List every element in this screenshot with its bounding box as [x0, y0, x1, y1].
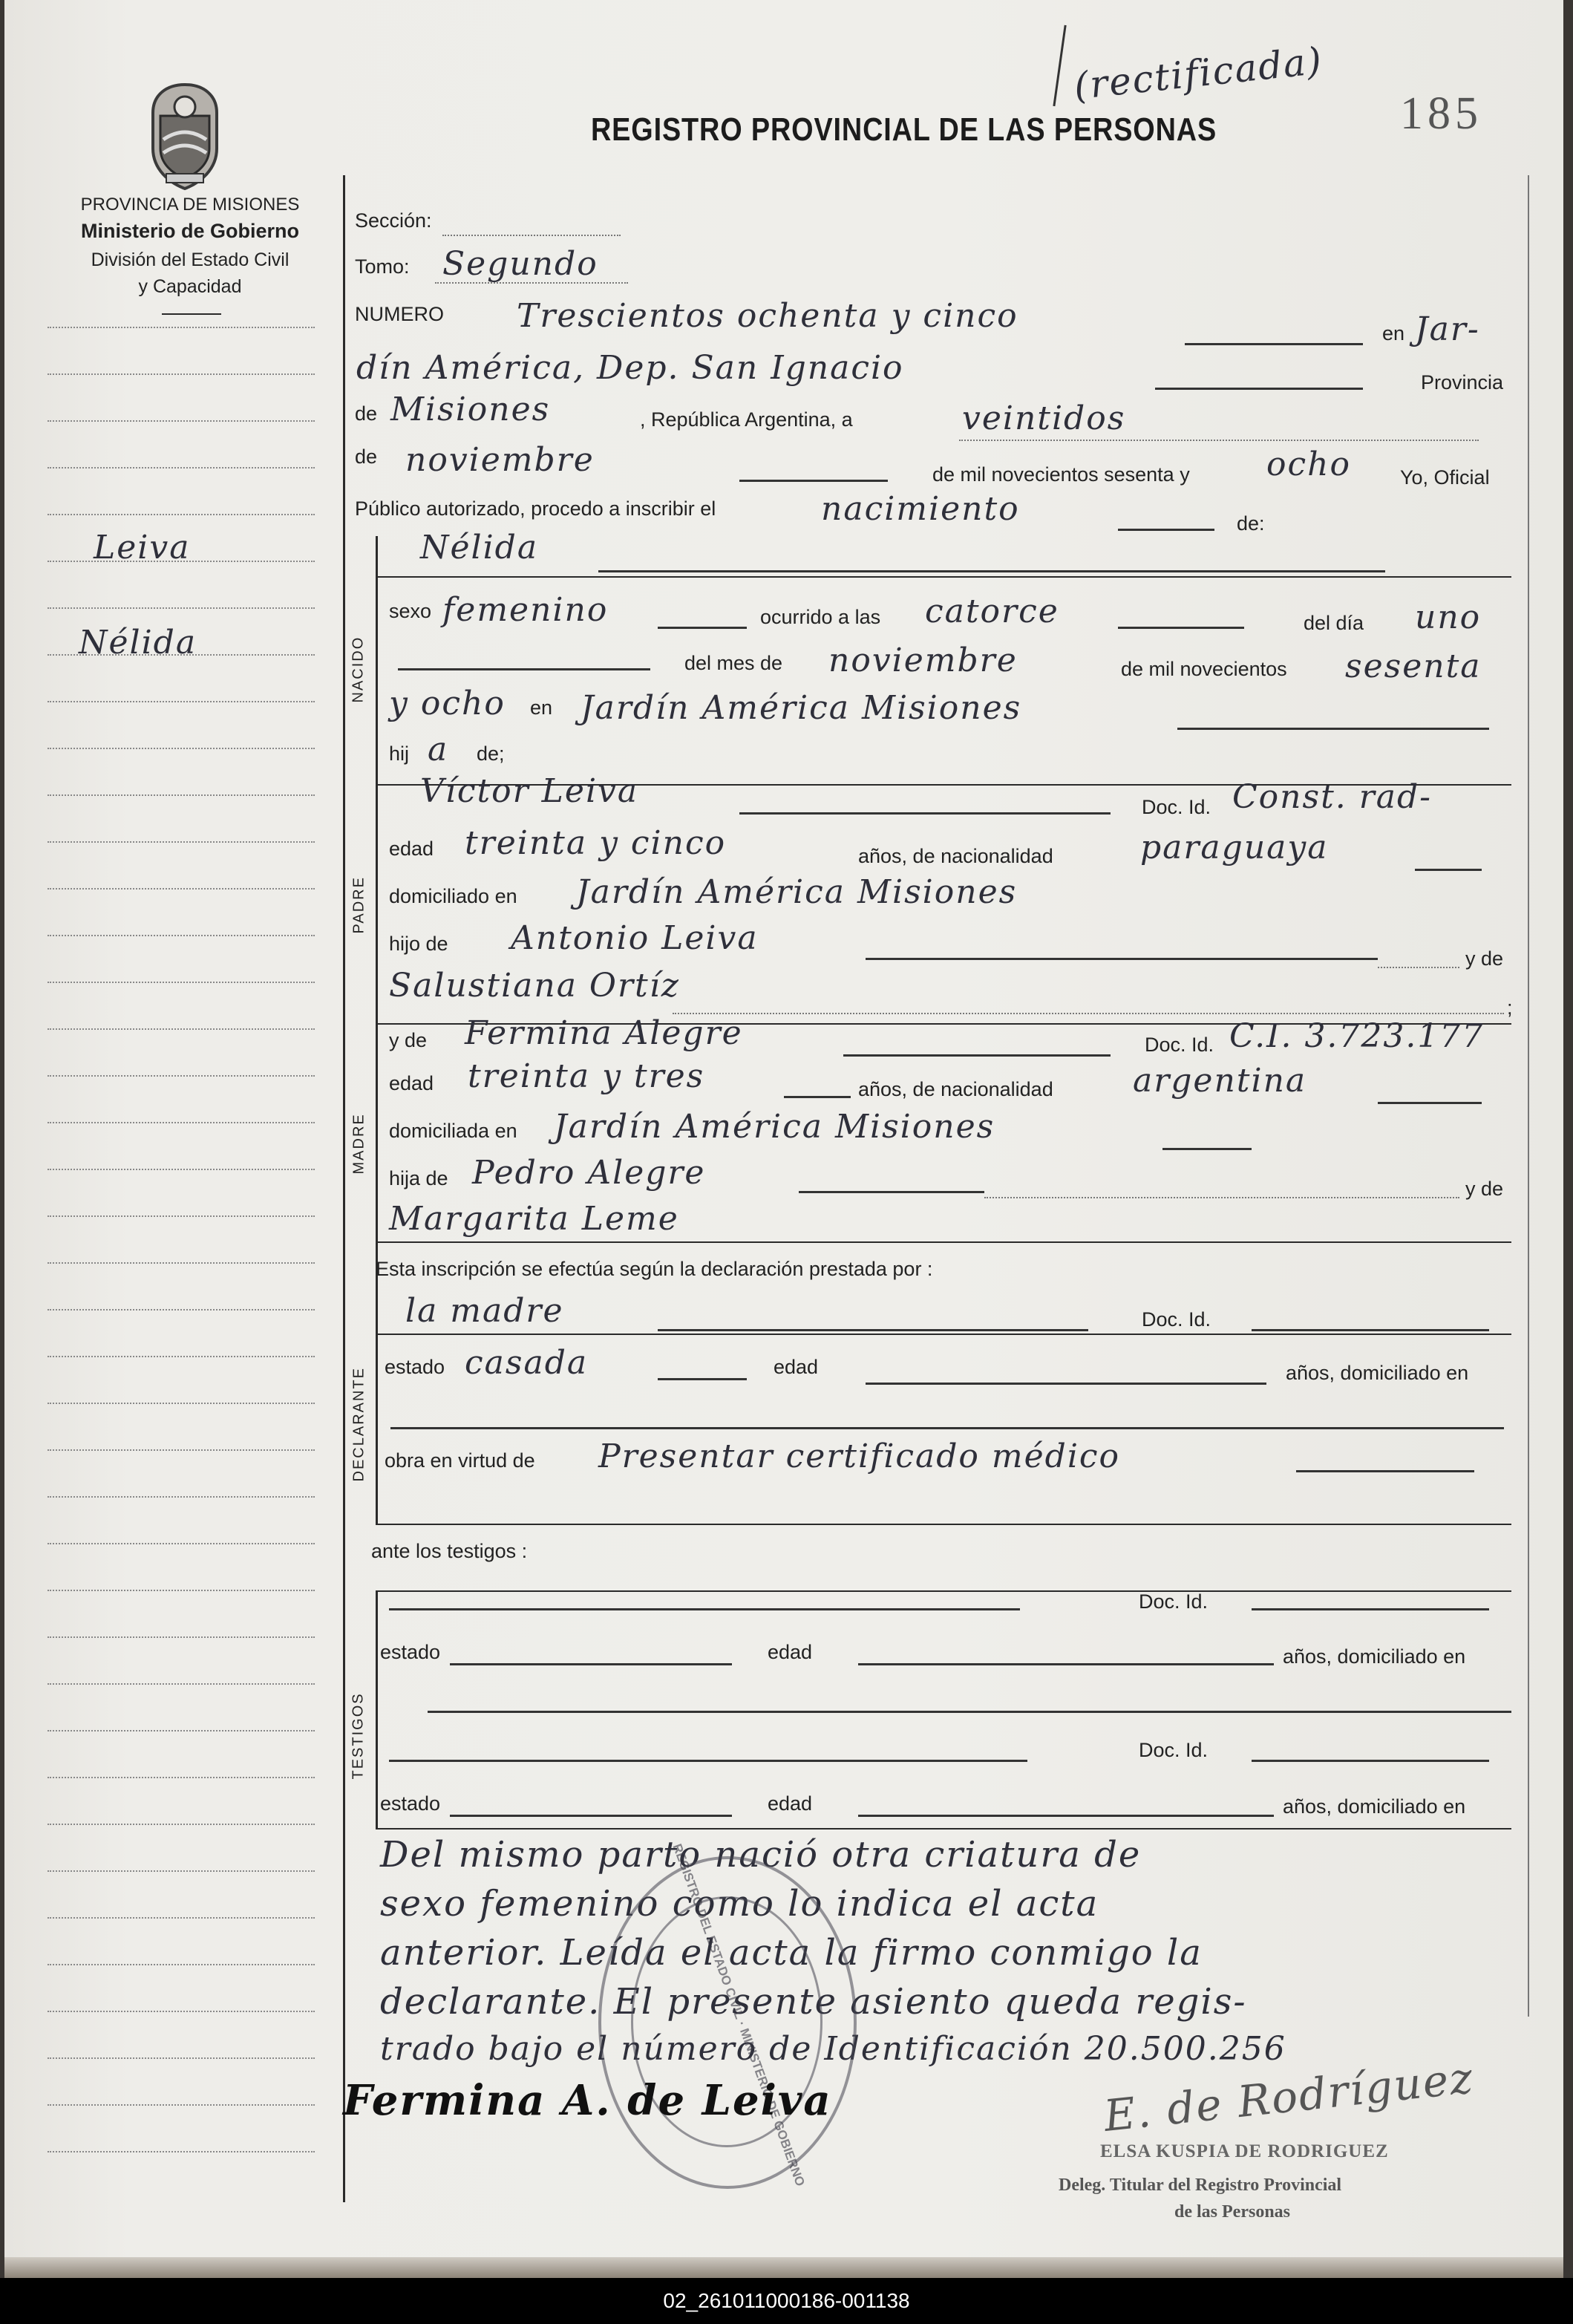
tomo-label: Tomo:	[355, 255, 410, 278]
dia-field	[959, 440, 1479, 441]
madre-doc-value: C.I. 3.723.177	[1229, 1017, 1485, 1055]
en-label: en	[1382, 322, 1405, 345]
padre-padre-field	[1378, 967, 1459, 968]
margin-rule-line	[48, 1824, 315, 1825]
madre-dom-dash	[1162, 1148, 1252, 1150]
nacido-top-rule	[376, 576, 1511, 578]
declarante-doc-dash	[1252, 1329, 1489, 1331]
madre-bottom-rule	[376, 1241, 1511, 1243]
ministry-label: Ministerio de Gobierno	[80, 220, 300, 242]
nombre-dash	[598, 570, 1385, 572]
margin-rule-line	[48, 1870, 315, 1872]
form-right-border	[1528, 175, 1529, 2017]
testigo1-estado-label: estado	[380, 1641, 441, 1663]
margin-rule-line	[48, 1496, 315, 1498]
madre-edad-label: edad	[389, 1072, 434, 1094]
testigo1-edad-label: edad	[768, 1641, 813, 1663]
padre-y-de-label: y de	[1465, 947, 1504, 970]
decl-edad-label: edad	[774, 1356, 819, 1378]
madre-madre-value: Margarita Leme	[389, 1200, 679, 1238]
note-line-5: trado bajo el número de Identificación 20.500.256	[380, 2030, 1286, 2068]
testigos-top-rule	[376, 1590, 1511, 1592]
margin-rule-line	[48, 1262, 315, 1264]
margin-rule-line	[48, 1403, 315, 1404]
testigo2-edad-label: edad	[768, 1792, 813, 1815]
madre-hija-label: hija de	[389, 1167, 448, 1189]
page-title: REGISTRO PROVINCIAL DE LAS PERSONAS	[591, 111, 1217, 148]
official-signature: E. de Rodríguez	[1101, 2052, 1476, 2141]
numero-dash	[1185, 343, 1363, 345]
tomo-field	[435, 282, 628, 284]
mes-value: noviembre	[405, 441, 595, 479]
ocurrido-label: ocurrido a las	[760, 606, 881, 628]
padre-nac-value: paraguaya	[1140, 829, 1329, 866]
madre-padre-value: Pedro Alegre	[472, 1154, 706, 1192]
margin-rule-line	[48, 2011, 315, 2012]
testigo2-name-dash	[389, 1760, 1027, 1762]
del-dia-label: del día	[1304, 612, 1364, 634]
del-mes-label: del mes de	[684, 652, 783, 674]
testigo1-dom-dash	[428, 1711, 1511, 1713]
declarante-doc-label: Doc. Id.	[1142, 1308, 1211, 1331]
madre-nac-label: años, de nacionalidad	[858, 1078, 1053, 1100]
mes-dash	[739, 480, 888, 482]
margin-rule-line	[48, 1169, 315, 1170]
madre-dash	[843, 1054, 1111, 1057]
declarante-top-rule	[376, 1334, 1511, 1335]
testigo1-doc-dash	[1252, 1608, 1489, 1610]
padre-edad-value: treinta y cinco	[465, 824, 727, 862]
side-label-declarante: DECLARANTE	[350, 1367, 367, 1482]
testigos-bottom-rule	[376, 1828, 1511, 1830]
seccion-label: Sección:	[355, 209, 432, 232]
seccion-field	[442, 235, 621, 236]
declarante-value: la madre	[405, 1292, 564, 1330]
testigo1-anos-label: años, domiciliado en	[1283, 1645, 1466, 1668]
testigo2-anos-label: años, domiciliado en	[1283, 1795, 1466, 1818]
obra-value: Presentar certificado médico	[598, 1437, 1121, 1475]
side-label-padre: PADRE	[350, 876, 367, 934]
side-label-testigos: TESTIGOS	[350, 1692, 367, 1780]
madre-padre-field	[984, 1197, 1459, 1198]
margin-rule-line	[48, 701, 315, 702]
mes-nac-value: noviembre	[828, 642, 1018, 679]
testigo2-edad-dash	[858, 1815, 1274, 1817]
lugar-nac-dash	[1177, 728, 1489, 730]
header-divider	[162, 313, 221, 315]
margin-rule-line	[48, 1356, 315, 1357]
testigo2-estado-dash	[450, 1815, 732, 1817]
margin-rule-line	[48, 1917, 315, 1919]
padre-dash	[739, 812, 1111, 815]
side-label-nacido: NACIDO	[350, 636, 367, 703]
madre-edad-value: treinta y tres	[468, 1057, 705, 1095]
testigo1-edad-dash	[858, 1663, 1274, 1665]
testigo2-doc-label: Doc. Id.	[1139, 1739, 1209, 1761]
madre-padre-dash	[799, 1191, 984, 1193]
hora-value: catorce	[925, 593, 1059, 630]
nombre-value: Nélida	[420, 529, 539, 567]
en-nac-label: en	[530, 696, 553, 719]
declarant-signature: Fermina A. de Leiva	[343, 2076, 832, 2125]
margin-rule-line	[48, 1683, 315, 1685]
republica-label: , República Argentina, a	[640, 408, 853, 431]
ano-nac-value-2: y ocho	[389, 685, 506, 722]
madre-edad-dash	[784, 1096, 851, 1098]
province-label: PROVINCIA DE MISIONES	[80, 195, 300, 215]
en-value-1: Jar-	[1415, 310, 1480, 348]
margin-surname: Leiva	[94, 529, 191, 567]
margin-rule-line	[48, 2151, 315, 2152]
madre-nac-value: argentina	[1133, 1062, 1307, 1100]
margin-rule-line	[48, 1543, 315, 1544]
padre-dom-label: domiciliado en	[389, 885, 517, 907]
margin-rule-line	[48, 1636, 315, 1638]
decl-anos-label: años, domiciliado en	[1286, 1362, 1469, 1384]
obra-dash	[1296, 1470, 1474, 1472]
dia-nac-dash	[398, 668, 650, 670]
ano-nac-value-1: sesenta	[1345, 647, 1482, 685]
note-line-2: sexo femenino como lo indica el acta	[380, 1883, 1099, 1925]
margin-rule-line	[48, 1122, 315, 1123]
testigo2-estado-label: estado	[380, 1792, 441, 1815]
decl-estado-value: casada	[465, 1344, 589, 1382]
de-mil-label: de mil novecientos	[1121, 658, 1287, 680]
margin-rule-line	[48, 1777, 315, 1778]
yo-oficial-label: Yo, Oficial	[1400, 466, 1490, 489]
acto-value: nacimiento	[821, 490, 1020, 528]
registry-page	[4, 0, 1563, 2278]
page-bottom-shadow	[4, 2257, 1563, 2278]
scan-id-footer: 02_261011000186-001138	[0, 2278, 1573, 2324]
section-bracket-line-2	[376, 1590, 378, 1828]
padre-edad-label: edad	[389, 838, 434, 860]
margin-rule-line	[48, 467, 315, 469]
inscripcion-label: Esta inscripción se efectúa según la declaración prestada por :	[376, 1258, 933, 1280]
padre-value: Víctor Leiva	[420, 772, 639, 810]
section-bracket-line	[376, 536, 378, 1524]
note-line-4: declarante. El presente asiento queda regis-	[380, 1981, 1247, 2023]
sexo-label: sexo	[389, 600, 432, 622]
margin-rule-line	[48, 935, 315, 936]
madre-value: Fermina Alegre	[465, 1014, 743, 1052]
hora-dash	[1118, 627, 1244, 629]
declarante-bottom-rule	[376, 1524, 1511, 1525]
declarante-dash	[658, 1329, 1088, 1331]
en-dash	[1155, 388, 1363, 390]
margin-rule-line	[48, 1309, 315, 1310]
margin-rule-line	[48, 373, 315, 375]
padre-madre-field	[673, 1013, 1504, 1014]
margin-rule-line	[48, 2057, 315, 2059]
margin-rule-line	[48, 1215, 315, 1217]
margin-rule-line	[48, 1449, 315, 1451]
official-seal-stamp	[598, 1841, 857, 2189]
madre-y-de2-label: y de	[1465, 1178, 1504, 1200]
top-annotation-stroke	[1053, 25, 1072, 107]
division-label: División del Estado Civil	[91, 249, 290, 270]
margin-rule-line	[48, 1028, 315, 1030]
margin-rule-line	[48, 982, 315, 983]
de-semicolon-label: de;	[477, 742, 505, 765]
padre-madre-value: Salustiana Ortíz	[389, 967, 680, 1005]
testigo1-doc-label: Doc. Id.	[1139, 1590, 1209, 1613]
decl-estado-label: estado	[385, 1356, 445, 1378]
margin-rule-line	[48, 327, 315, 328]
margin-rule-line	[48, 841, 315, 843]
margin-rule-line	[48, 514, 315, 515]
de-label: de	[355, 402, 378, 425]
padre-padre-dash	[866, 958, 1378, 960]
de2-label: de	[355, 445, 378, 468]
padre-hijo-label: hijo de	[389, 933, 448, 955]
de-colon-label: de:	[1237, 512, 1265, 535]
madre-doc-label: Doc. Id.	[1145, 1034, 1214, 1056]
hij-suffix-value: a	[428, 731, 449, 768]
margin-rule-line	[48, 748, 315, 749]
padre-nac-dash	[1415, 869, 1482, 871]
margin-rule-line	[48, 2104, 315, 2106]
sexo-value: femenino	[442, 591, 609, 629]
tomo-value: Segundo	[442, 245, 598, 283]
margin-rule-line	[48, 420, 315, 422]
testigo2-doc-dash	[1252, 1760, 1489, 1762]
numero-value: Trescientos ochenta y cinco	[517, 297, 1018, 335]
margin-rule-line	[48, 888, 315, 890]
official-title-2: de las Personas	[1174, 2202, 1290, 2222]
margin-name: Nélida	[79, 624, 197, 662]
official-name: ELSA KUSPIA DE RODRIGUEZ	[1100, 2141, 1389, 2161]
madre-y-de-label: y de	[389, 1029, 428, 1051]
madre-nac-dash	[1378, 1102, 1482, 1104]
side-label-madre: MADRE	[350, 1113, 367, 1175]
provincia-value: Misiones	[390, 391, 551, 428]
folio-number: 185	[1400, 88, 1482, 139]
semicolon-label: ;	[1507, 996, 1513, 1019]
padre-nac-label: años, de nacionalidad	[858, 845, 1053, 867]
margin-rule-line	[48, 607, 315, 609]
margin-rule-line	[48, 1075, 315, 1077]
ante-testigos-label: ante los testigos :	[371, 1540, 528, 1562]
ano-value: ocho	[1266, 445, 1351, 483]
publico-label: Público autorizado, procedo a inscribir el	[355, 497, 716, 520]
testigo1-estado-dash	[450, 1663, 732, 1665]
padre-doc-label: Doc. Id.	[1142, 796, 1211, 818]
margin-rule-line	[48, 1730, 315, 1731]
obra-label: obra en virtud de	[385, 1449, 535, 1472]
margin-rule-line	[48, 1590, 315, 1591]
padre-padre-value: Antonio Leiva	[511, 919, 759, 957]
dia-value: veintidos	[962, 399, 1126, 437]
form-left-border	[343, 175, 345, 2202]
coat-of-arms-icon	[144, 80, 226, 192]
top-annotation: (rectificada)	[1071, 39, 1325, 108]
provincia-label: Provincia	[1421, 371, 1504, 394]
division-label-2: y Capacidad	[138, 276, 242, 297]
acto-dash	[1118, 529, 1214, 531]
seal-text: REGISTRO DEL ESTADO CIVIL · MINISTERIO DE GOBIERNO	[670, 1841, 808, 2188]
decl-dom-dash	[390, 1427, 1504, 1429]
dia-nac-value: uno	[1415, 598, 1482, 636]
mil-sesenta-label: de mil novecientos sesenta y	[932, 463, 1190, 486]
note-line-3: anterior. Leída el acta la firmo conmigo la	[380, 1932, 1203, 1974]
sexo-dash	[658, 627, 747, 629]
numero-label: NUMERO	[355, 303, 444, 325]
official-title: Deleg. Titular del Registro Provincial	[1059, 2176, 1342, 2195]
testigo1-name-dash	[389, 1608, 1020, 1610]
margin-rule-line	[48, 794, 315, 796]
decl-edad-dash	[866, 1383, 1266, 1385]
lugar-nac-value: Jardín América Misiones	[581, 689, 1022, 727]
note-line-1: Del mismo parto nació otra criatura de	[380, 1834, 1142, 1876]
padre-dom-value: Jardín América Misiones	[576, 873, 1018, 911]
madre-dom-value: Jardín América Misiones	[554, 1108, 995, 1146]
hij-label: hij	[389, 742, 410, 765]
margin-rule-line	[48, 1964, 315, 1965]
madre-dom-label: domiciliada en	[389, 1120, 517, 1142]
decl-estado-dash	[658, 1378, 747, 1380]
padre-doc-value: Const. rad-	[1232, 778, 1433, 816]
en-value-2: dín América, Dep. San Ignacio	[356, 349, 904, 387]
